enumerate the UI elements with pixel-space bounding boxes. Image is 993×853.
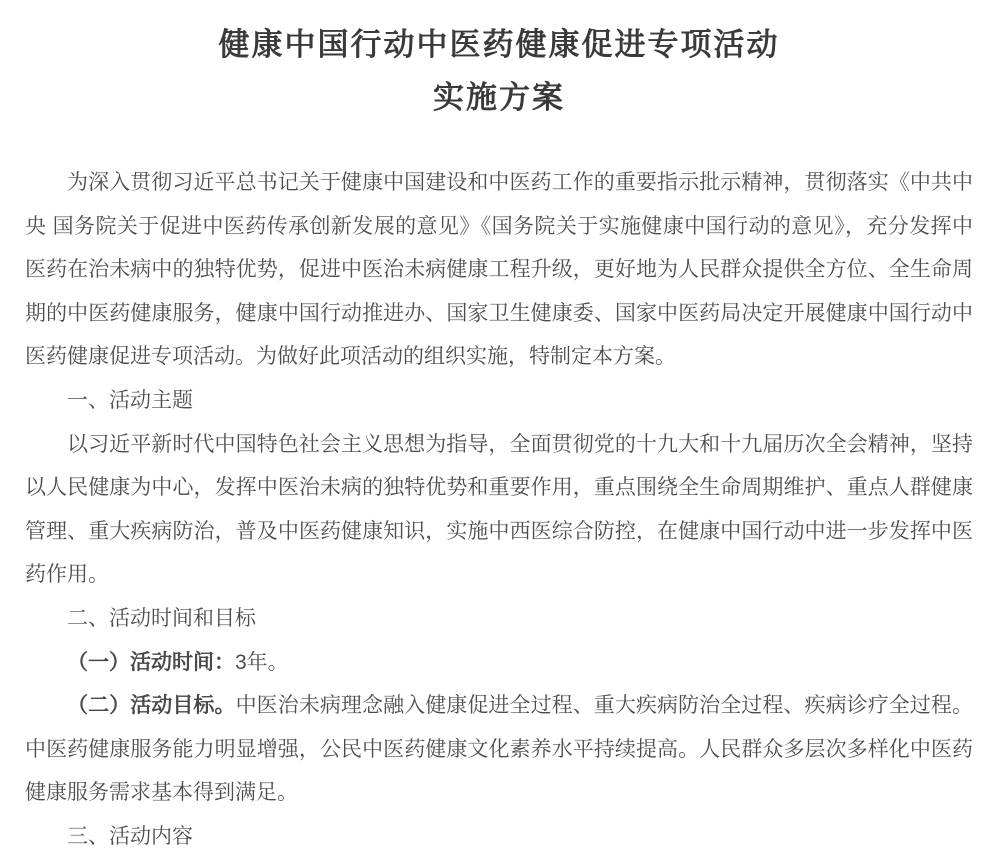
section-2-item-1-label: （一）活动时间：: [67, 650, 235, 674]
section-3-heading: 三、活动内容: [67, 824, 193, 848]
document-body: [25, 161, 973, 853]
section-1-heading: 一、活动主题: [67, 388, 193, 412]
title-line-1: 健康中国行动中医药健康促进专项活动: [218, 27, 780, 62]
title-line-2: 实施方案: [433, 80, 565, 115]
section-2-heading: 二、活动时间和目标: [67, 606, 256, 630]
document-title: [25, 18, 973, 124]
section-2-item-2: [25, 684, 973, 815]
section-2-item-1: [25, 641, 973, 685]
section-2-item-2-label: （二）活动目标。: [67, 694, 236, 718]
intro-paragraph: 为深入贯彻习近平总书记关于健康中国建设和中医药工作的重要指示批示精神，贯彻落实《中共中央 国务院关于促进中医药传承创新发展的意见》《国务院关于实施健康中国行动的意见》，充分发挥中医药在治未病中的独特优势，促进中医治未病健康工程升级，更好地为人民群众提供全方位、全生命周期的中医药健康服务，健康中国行动推进办、国家卫生健康委、国家中医药局决定开展健康中国行动中医药健康促进专项活动。为做好此项活动的组织实施，特制定本方案。: [25, 171, 973, 369]
section-2-item-2-text: 中医治未病理念融入健康促进全过程、重大疾病防治全过程、疾病诊疗全过程。中医药健康服务能力明显增强，公民中医药健康文化素养水平持续提高。人民群众多层次多样化中医药健康服务需求基本得到满足。: [25, 694, 974, 805]
section-2-item-1-text: 3年。: [235, 650, 289, 674]
section-1-paragraph: 以习近平新时代中国特色社会主义思想为指导，全面贯彻党的十九大和十九届历次全会精神，坚持以人民健康为中心，发挥中医治未病的独特优势和重要作用，重点围绕全生命周期维护、重点人群健康管理、重大疾病防治，普及中医药健康知识，实施中西医综合防控，在健康中国行动中进一步发挥中医药作用。: [25, 432, 973, 587]
